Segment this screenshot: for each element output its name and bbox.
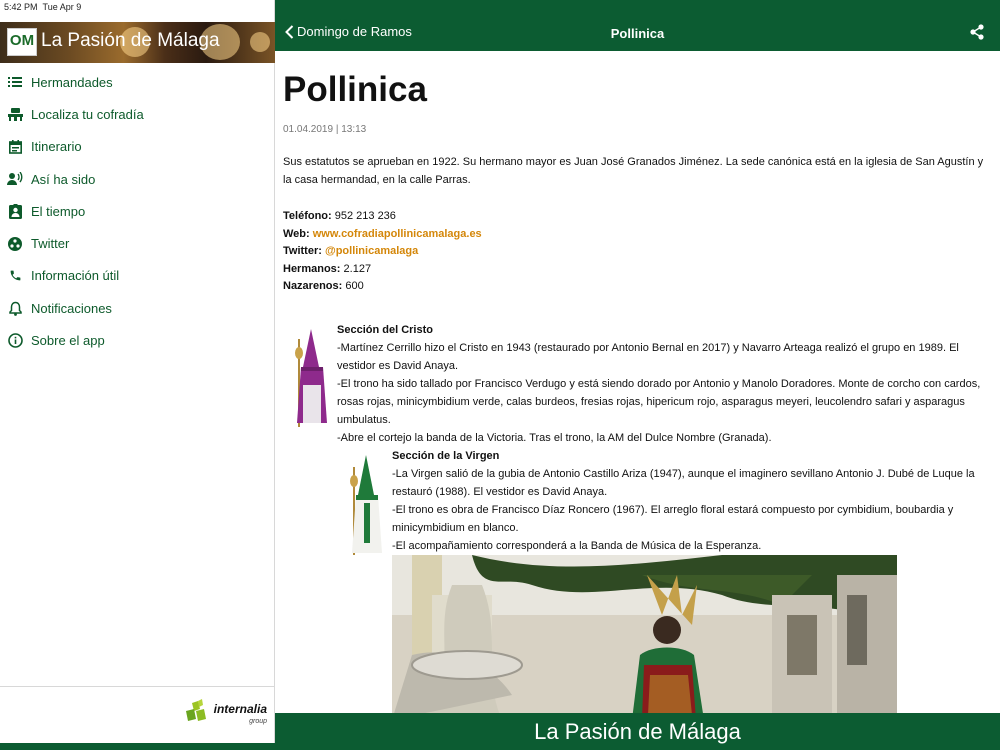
cristo-p1: -Martínez Cerrillo hizo el Cristo en 1943 (restaurado por Antonio Bernal en 2017) y Navarro Arteaga realizó el grupo en 1989. El vestidor es David Anaya. (337, 341, 959, 372)
fact-hermanos: Hermanos: 2.127 (283, 262, 372, 275)
sidebar-item-label: Itinerario (31, 139, 82, 155)
cristo-p2: -El trono ha sido tallado por Francisco Verdugo y está siendo dorado por Antonio y Manolo Doradores. Monte de corcho con cardos, rosas rojas, minicymbidium verde, calas burdeos, fresias rojas, hipericum rojo, asparagus meyeri, leucolendro safari y asparagus umbulatus. (337, 377, 981, 426)
fact-web: Web: www.cofradiapollinicamalaga.es (283, 227, 482, 240)
section-virgen (283, 447, 992, 555)
internalia-wordmark: internalia (213, 701, 267, 716)
internalia-sub: group (249, 717, 267, 725)
procession-photo[interactable] (392, 555, 897, 713)
sidebar-item-informacion-util[interactable] (0, 260, 275, 292)
virgen-p1: -La Virgen salió de la gubia de Antonio Castillo Ariza (1947), aunque el imaginero sevillano Antonio J. Dubé de Luque la restauró (1988). El vestidor es David Anaya. (392, 467, 975, 498)
sidebar-item-label: El tiempo (31, 203, 86, 219)
sidebar-item-label: Twitter (31, 236, 70, 252)
virgen-p3: -El acompañamiento corresponderá a la Banda de Música de la Esperanza. (392, 539, 762, 552)
record-voice-icon (7, 171, 23, 187)
procession-icon (7, 106, 23, 122)
sidebar-item-sobre-el-app[interactable] (0, 324, 275, 356)
sidebar-menu (0, 66, 275, 357)
article-title: Pollinica (283, 70, 427, 109)
virgen-heading: Sección de la Virgen (392, 449, 500, 462)
bell-icon (7, 300, 23, 316)
back-button[interactable] (285, 24, 412, 39)
virgen-p2: -El trono es obra de Francisco Díaz Roncero (1967). El arreglo floral estará compuesto por cymbidium, boubardia y minicymbidium en blanco. (392, 503, 954, 534)
sidebar-footer (0, 686, 275, 743)
sidebar (0, 0, 275, 750)
sidebar-item-hermandades[interactable] (0, 66, 275, 98)
sidebar-item-asi-ha-sido[interactable] (0, 163, 275, 195)
share-button[interactable] (970, 24, 984, 45)
article-content[interactable] (275, 51, 1000, 713)
internalia-logo[interactable] (186, 699, 267, 725)
sidebar-item-el-tiempo[interactable] (0, 195, 275, 227)
sidebar-item-label: Hermandades (31, 74, 113, 90)
bottom-app-title-bar: La Pasión de Málaga (275, 713, 1000, 750)
banner-title: La Pasión de Málaga (41, 30, 220, 51)
phone-number[interactable]: 952 213 236 (334, 210, 396, 222)
cristo-heading: Sección del Cristo (337, 323, 433, 336)
sidebar-banner (0, 22, 275, 63)
share-icon (970, 24, 984, 40)
fact-twitter: Twitter: @pollinicamalaga (283, 245, 419, 258)
calendar-icon (7, 139, 23, 155)
phone-icon (7, 268, 23, 284)
sidebar-item-label: Localiza tu cofradía (31, 106, 144, 122)
om-logo: OM (7, 28, 37, 56)
nazareno-green-icon (346, 453, 384, 563)
nav-title: Pollinica (610, 26, 665, 41)
chevron-left-icon (285, 25, 294, 39)
sidebar-item-label: Notificaciones (31, 300, 112, 316)
internalia-mark-icon (186, 699, 212, 725)
facts-block (283, 208, 992, 296)
list-icon (7, 74, 23, 90)
sidebar-item-notificaciones[interactable] (0, 292, 275, 324)
weather-badge-icon (7, 203, 23, 219)
sidebar-item-label: Información útil (31, 268, 120, 284)
section-cristo (283, 321, 992, 447)
info-icon (7, 333, 23, 349)
status-time-date: 5:42 PM Tue Apr 9 (4, 2, 82, 12)
sidebar-item-twitter[interactable] (0, 227, 275, 259)
nazareno-purple-icon (291, 327, 329, 435)
procession-image (392, 555, 897, 713)
article-intro: Sus estatutos se aprueban en 1922. Su hermano mayor es Juan José Granados Jiménez. La sede canónica está en la iglesia de San Agustín y la casa hermandad, en la calle Parras. (283, 156, 984, 186)
sidebar-item-localiza[interactable] (0, 98, 275, 130)
twitter-circle-icon (7, 236, 23, 252)
article-date: 01.04.2019 | 13:13 (283, 124, 367, 135)
cristo-p3: -Abre el cortejo la banda de la Victoria. Tras el trono, la AM del Dulce Nombre (Granada). (337, 431, 772, 444)
fact-telefono: Teléfono: 952 213 236 (283, 210, 396, 222)
fact-nazarenos: Nazarenos: 600 (283, 280, 364, 293)
sidebar-item-itinerario[interactable] (0, 131, 275, 163)
back-label: Domingo de Ramos (297, 24, 412, 39)
sidebar-bottom-strip (0, 743, 275, 750)
sidebar-item-label: Sobre el app (31, 333, 105, 349)
web-link[interactable]: www.cofradiapollinicamalaga.es (312, 227, 482, 240)
sidebar-item-label: Así ha sido (31, 171, 96, 187)
nav-bar (275, 0, 1000, 51)
twitter-link[interactable]: @pollinicamalaga (324, 245, 419, 258)
